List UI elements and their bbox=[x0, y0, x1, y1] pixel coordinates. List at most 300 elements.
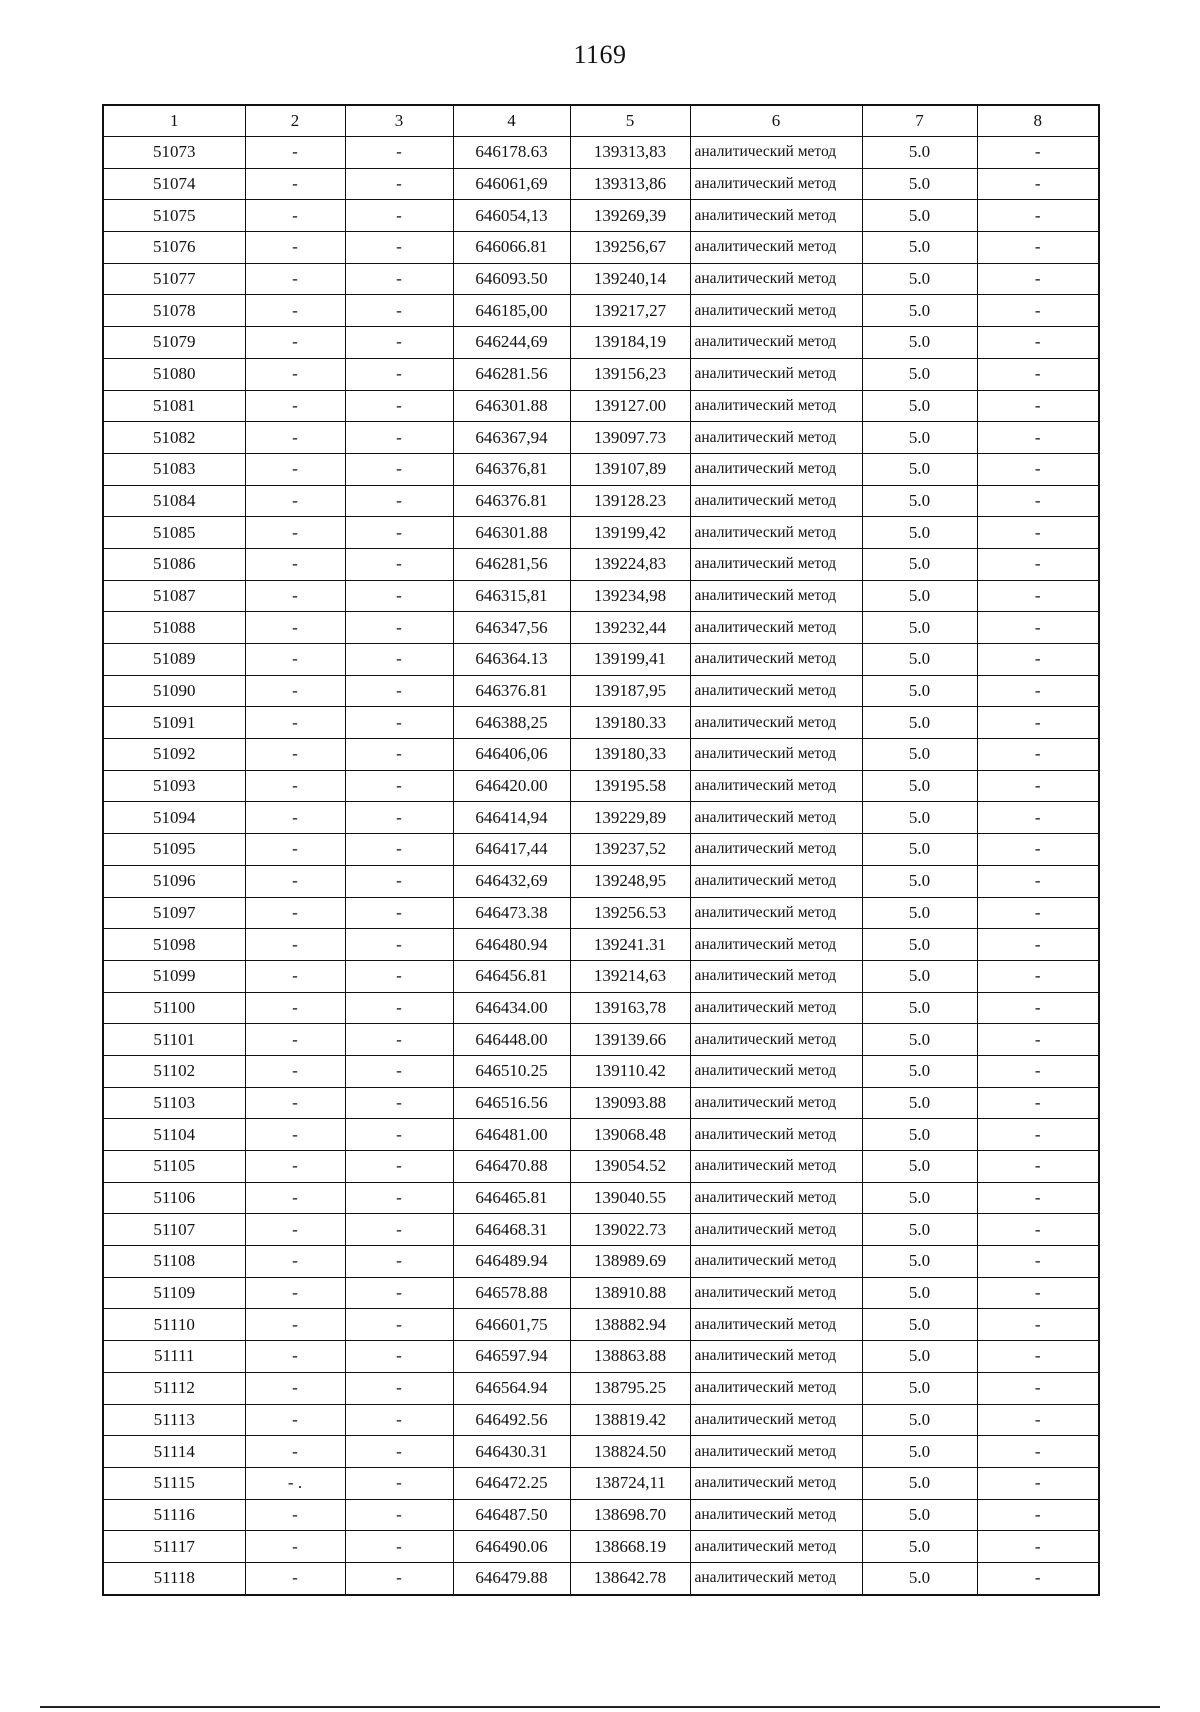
x-coordinate-cell: 646414,94 bbox=[453, 802, 570, 834]
method-cell: аналитический метод bbox=[690, 1055, 862, 1087]
method-cell: аналитический метод bbox=[690, 1499, 862, 1531]
x-coordinate-cell: 646376,81 bbox=[453, 453, 570, 485]
column-8-cell: - bbox=[977, 739, 1099, 771]
column-3-cell: - bbox=[345, 802, 453, 834]
method-cell: аналитический метод bbox=[690, 422, 862, 454]
y-coordinate-cell: 138882.94 bbox=[570, 1309, 690, 1341]
table-row bbox=[103, 453, 1099, 485]
table-row bbox=[103, 263, 1099, 295]
table-row bbox=[103, 1562, 1099, 1594]
column-3-cell: - bbox=[345, 453, 453, 485]
table-row bbox=[103, 548, 1099, 580]
table-row bbox=[103, 422, 1099, 454]
accuracy-cell: 5.0 bbox=[862, 929, 977, 961]
column-3-cell: - bbox=[345, 739, 453, 771]
table-body bbox=[103, 137, 1099, 1595]
column-3-cell: - bbox=[345, 327, 453, 359]
method-cell: аналитический метод bbox=[690, 1277, 862, 1309]
y-coordinate-cell: 138824.50 bbox=[570, 1436, 690, 1468]
y-coordinate-cell: 139232,44 bbox=[570, 612, 690, 644]
table-row bbox=[103, 1372, 1099, 1404]
column-3-cell: - bbox=[345, 548, 453, 580]
y-coordinate-cell: 139127.00 bbox=[570, 390, 690, 422]
column-8-cell: - bbox=[977, 929, 1099, 961]
point-number-cell: 51118 bbox=[103, 1562, 245, 1594]
column-8-cell: - bbox=[977, 232, 1099, 264]
table-row bbox=[103, 137, 1099, 169]
point-number-cell: 51089 bbox=[103, 644, 245, 676]
method-cell: аналитический метод bbox=[690, 232, 862, 264]
accuracy-cell: 5.0 bbox=[862, 1499, 977, 1531]
point-number-cell: 51094 bbox=[103, 802, 245, 834]
y-coordinate-cell: 139199,42 bbox=[570, 517, 690, 549]
column-2-cell: - bbox=[245, 232, 345, 264]
column-8-cell: - bbox=[977, 327, 1099, 359]
point-number-cell: 51088 bbox=[103, 612, 245, 644]
accuracy-cell: 5.0 bbox=[862, 1562, 977, 1594]
column-8-cell: - bbox=[977, 1087, 1099, 1119]
column-2-cell: - bbox=[245, 1246, 345, 1278]
accuracy-cell: 5.0 bbox=[862, 1436, 977, 1468]
point-number-cell: 51101 bbox=[103, 1024, 245, 1056]
y-coordinate-cell: 139199,41 bbox=[570, 644, 690, 676]
accuracy-cell: 5.0 bbox=[862, 453, 977, 485]
accuracy-cell: 5.0 bbox=[862, 580, 977, 612]
accuracy-cell: 5.0 bbox=[862, 295, 977, 327]
point-number-cell: 51105 bbox=[103, 1151, 245, 1183]
column-2-cell: - bbox=[245, 168, 345, 200]
point-number-cell: 51073 bbox=[103, 137, 245, 169]
x-coordinate-cell: 646367,94 bbox=[453, 422, 570, 454]
y-coordinate-cell: 139187,95 bbox=[570, 675, 690, 707]
x-coordinate-cell: 646432,69 bbox=[453, 865, 570, 897]
y-coordinate-cell: 138642.78 bbox=[570, 1562, 690, 1594]
table-row bbox=[103, 485, 1099, 517]
column-8-cell: - bbox=[977, 168, 1099, 200]
accuracy-cell: 5.0 bbox=[862, 1467, 977, 1499]
accuracy-cell: 5.0 bbox=[862, 644, 977, 676]
column-2-cell: - bbox=[245, 1182, 345, 1214]
column-3-cell: - bbox=[345, 1119, 453, 1151]
accuracy-cell: 5.0 bbox=[862, 1087, 977, 1119]
point-number-cell: 51099 bbox=[103, 960, 245, 992]
point-number-cell: 51093 bbox=[103, 770, 245, 802]
column-8-cell: - bbox=[977, 770, 1099, 802]
column-3-cell: - bbox=[345, 707, 453, 739]
column-3-cell: - bbox=[345, 200, 453, 232]
method-cell: аналитический метод bbox=[690, 1467, 862, 1499]
method-cell: аналитический метод bbox=[690, 1182, 862, 1214]
column-3-cell: - bbox=[345, 834, 453, 866]
x-coordinate-cell: 646473.38 bbox=[453, 897, 570, 929]
table-row bbox=[103, 612, 1099, 644]
column-2-cell: - bbox=[245, 1151, 345, 1183]
accuracy-cell: 5.0 bbox=[862, 263, 977, 295]
point-number-cell: 51097 bbox=[103, 897, 245, 929]
column-8-cell: - bbox=[977, 1309, 1099, 1341]
accuracy-cell: 5.0 bbox=[862, 739, 977, 771]
x-coordinate-cell: 646281,56 bbox=[453, 548, 570, 580]
y-coordinate-cell: 139248,95 bbox=[570, 865, 690, 897]
method-cell: аналитический метод bbox=[690, 453, 862, 485]
table-row bbox=[103, 1151, 1099, 1183]
column-8-cell: - bbox=[977, 422, 1099, 454]
y-coordinate-cell: 139180.33 bbox=[570, 707, 690, 739]
y-coordinate-cell: 138668.19 bbox=[570, 1531, 690, 1563]
column-2-cell: - bbox=[245, 865, 345, 897]
x-coordinate-cell: 646448.00 bbox=[453, 1024, 570, 1056]
method-cell: аналитический метод bbox=[690, 770, 862, 802]
column-8-cell: - bbox=[977, 897, 1099, 929]
table-row bbox=[103, 1024, 1099, 1056]
page-number: 1169 bbox=[573, 40, 627, 69]
y-coordinate-cell: 139068.48 bbox=[570, 1119, 690, 1151]
accuracy-cell: 5.0 bbox=[862, 897, 977, 929]
accuracy-cell: 5.0 bbox=[862, 770, 977, 802]
point-number-cell: 51081 bbox=[103, 390, 245, 422]
column-8-cell: - bbox=[977, 1055, 1099, 1087]
y-coordinate-cell: 139110.42 bbox=[570, 1055, 690, 1087]
column-3-cell: - bbox=[345, 865, 453, 897]
point-number-cell: 51116 bbox=[103, 1499, 245, 1531]
accuracy-cell: 5.0 bbox=[862, 1404, 977, 1436]
x-coordinate-cell: 646465.81 bbox=[453, 1182, 570, 1214]
column-3-cell: - bbox=[345, 1404, 453, 1436]
x-coordinate-cell: 646054,13 bbox=[453, 200, 570, 232]
method-cell: аналитический метод bbox=[690, 739, 862, 771]
table-row bbox=[103, 739, 1099, 771]
column-2-cell: - bbox=[245, 644, 345, 676]
column-2-cell: - bbox=[245, 1499, 345, 1531]
method-cell: аналитический метод bbox=[690, 1531, 862, 1563]
method-cell: аналитический метод bbox=[690, 675, 862, 707]
column-8-cell: - bbox=[977, 1151, 1099, 1183]
column-8-cell: - bbox=[977, 1562, 1099, 1594]
method-cell: аналитический метод bbox=[690, 897, 862, 929]
column-3-cell: - bbox=[345, 295, 453, 327]
x-coordinate-cell: 646244,69 bbox=[453, 327, 570, 359]
y-coordinate-cell: 139097.73 bbox=[570, 422, 690, 454]
column-2-cell: - bbox=[245, 1531, 345, 1563]
x-coordinate-cell: 646510.25 bbox=[453, 1055, 570, 1087]
y-coordinate-cell: 138795.25 bbox=[570, 1372, 690, 1404]
column-3-cell: - bbox=[345, 1055, 453, 1087]
point-number-cell: 51079 bbox=[103, 327, 245, 359]
x-coordinate-cell: 646376.81 bbox=[453, 485, 570, 517]
column-2-cell: - bbox=[245, 1214, 345, 1246]
table-row bbox=[103, 1277, 1099, 1309]
method-cell: аналитический метод bbox=[690, 168, 862, 200]
accuracy-cell: 5.0 bbox=[862, 1309, 977, 1341]
method-cell: аналитический метод bbox=[690, 834, 862, 866]
column-8-cell: - bbox=[977, 200, 1099, 232]
column-3-cell: - bbox=[345, 168, 453, 200]
column-3-cell: - bbox=[345, 1182, 453, 1214]
column-2-cell: - bbox=[245, 992, 345, 1024]
point-number-cell: 51113 bbox=[103, 1404, 245, 1436]
table-row bbox=[103, 390, 1099, 422]
column-2-cell: - bbox=[245, 1404, 345, 1436]
x-coordinate-cell: 646516.56 bbox=[453, 1087, 570, 1119]
column-8-cell: - bbox=[977, 517, 1099, 549]
table-row bbox=[103, 960, 1099, 992]
point-number-cell: 51080 bbox=[103, 358, 245, 390]
column-2-cell: - bbox=[245, 453, 345, 485]
column-8-cell: - bbox=[977, 612, 1099, 644]
point-number-cell: 51085 bbox=[103, 517, 245, 549]
y-coordinate-cell: 139229,89 bbox=[570, 802, 690, 834]
method-cell: аналитический метод bbox=[690, 865, 862, 897]
point-number-cell: 51090 bbox=[103, 675, 245, 707]
y-coordinate-cell: 138819.42 bbox=[570, 1404, 690, 1436]
accuracy-cell: 5.0 bbox=[862, 1119, 977, 1151]
column-2-cell: - bbox=[245, 834, 345, 866]
x-coordinate-cell: 646470.88 bbox=[453, 1151, 570, 1183]
point-number-cell: 51104 bbox=[103, 1119, 245, 1151]
column-3-cell: - bbox=[345, 1499, 453, 1531]
table-row bbox=[103, 707, 1099, 739]
table-row bbox=[103, 1246, 1099, 1278]
column-8-cell: - bbox=[977, 453, 1099, 485]
accuracy-cell: 5.0 bbox=[862, 390, 977, 422]
method-cell: аналитический метод bbox=[690, 1309, 862, 1341]
point-number-cell: 51100 bbox=[103, 992, 245, 1024]
column-8-cell: - bbox=[977, 1277, 1099, 1309]
column-8-cell: - bbox=[977, 1341, 1099, 1373]
column-8-cell: - bbox=[977, 1467, 1099, 1499]
column-2-cell: - bbox=[245, 612, 345, 644]
column-8-cell: - bbox=[977, 358, 1099, 390]
column-3-cell: - bbox=[345, 644, 453, 676]
column-3-cell: - bbox=[345, 897, 453, 929]
column-header: 8 bbox=[977, 105, 1099, 137]
x-coordinate-cell: 646376.81 bbox=[453, 675, 570, 707]
column-2-cell: - bbox=[245, 897, 345, 929]
column-2-cell: - bbox=[245, 200, 345, 232]
column-3-cell: - bbox=[345, 485, 453, 517]
method-cell: аналитический метод bbox=[690, 1087, 862, 1119]
point-number-cell: 51092 bbox=[103, 739, 245, 771]
column-2-cell: - bbox=[245, 707, 345, 739]
column-2-cell: - bbox=[245, 770, 345, 802]
y-coordinate-cell: 139156,23 bbox=[570, 358, 690, 390]
accuracy-cell: 5.0 bbox=[862, 612, 977, 644]
table-row bbox=[103, 232, 1099, 264]
table-row bbox=[103, 200, 1099, 232]
table-row bbox=[103, 1499, 1099, 1531]
x-coordinate-cell: 646178.63 bbox=[453, 137, 570, 169]
x-coordinate-cell: 646578.88 bbox=[453, 1277, 570, 1309]
accuracy-cell: 5.0 bbox=[862, 137, 977, 169]
column-8-cell: - bbox=[977, 485, 1099, 517]
column-8-cell: - bbox=[977, 865, 1099, 897]
method-cell: аналитический метод bbox=[690, 358, 862, 390]
accuracy-cell: 5.0 bbox=[862, 422, 977, 454]
accuracy-cell: 5.0 bbox=[862, 1246, 977, 1278]
point-number-cell: 51098 bbox=[103, 929, 245, 961]
accuracy-cell: 5.0 bbox=[862, 485, 977, 517]
x-coordinate-cell: 646597.94 bbox=[453, 1341, 570, 1373]
point-number-cell: 51117 bbox=[103, 1531, 245, 1563]
point-number-cell: 51110 bbox=[103, 1309, 245, 1341]
accuracy-cell: 5.0 bbox=[862, 168, 977, 200]
x-coordinate-cell: 646315,81 bbox=[453, 580, 570, 612]
column-2-cell: - bbox=[245, 580, 345, 612]
y-coordinate-cell: 138863.88 bbox=[570, 1341, 690, 1373]
method-cell: аналитический метод bbox=[690, 1246, 862, 1278]
y-coordinate-cell: 139054.52 bbox=[570, 1151, 690, 1183]
method-cell: аналитический метод bbox=[690, 327, 862, 359]
point-number-cell: 51078 bbox=[103, 295, 245, 327]
y-coordinate-cell: 139040.55 bbox=[570, 1182, 690, 1214]
column-header: 4 bbox=[453, 105, 570, 137]
x-coordinate-cell: 646061,69 bbox=[453, 168, 570, 200]
column-3-cell: - bbox=[345, 992, 453, 1024]
column-3-cell: - bbox=[345, 137, 453, 169]
column-3-cell: - bbox=[345, 1562, 453, 1594]
column-2-cell: - bbox=[245, 137, 345, 169]
table-row bbox=[103, 1404, 1099, 1436]
x-coordinate-cell: 646479.88 bbox=[453, 1562, 570, 1594]
column-2-cell: - bbox=[245, 1277, 345, 1309]
y-coordinate-cell: 138698.70 bbox=[570, 1499, 690, 1531]
table-row bbox=[103, 865, 1099, 897]
method-cell: аналитический метод bbox=[690, 644, 862, 676]
table-row bbox=[103, 1214, 1099, 1246]
table-row bbox=[103, 929, 1099, 961]
column-8-cell: - bbox=[977, 295, 1099, 327]
column-8-cell: - bbox=[977, 1372, 1099, 1404]
column-3-cell: - bbox=[345, 1309, 453, 1341]
y-coordinate-cell: 138910.88 bbox=[570, 1277, 690, 1309]
method-cell: аналитический метод bbox=[690, 517, 862, 549]
y-coordinate-cell: 139313,83 bbox=[570, 137, 690, 169]
point-number-cell: 51114 bbox=[103, 1436, 245, 1468]
column-2-cell: - bbox=[245, 548, 345, 580]
column-2-cell: - bbox=[245, 1341, 345, 1373]
coordinates-table bbox=[102, 104, 1100, 1596]
method-cell: аналитический метод bbox=[690, 1024, 862, 1056]
table-header-row bbox=[103, 105, 1099, 137]
x-coordinate-cell: 646185,00 bbox=[453, 295, 570, 327]
method-cell: аналитический метод bbox=[690, 1562, 862, 1594]
column-header: 2 bbox=[245, 105, 345, 137]
method-cell: аналитический метод bbox=[690, 295, 862, 327]
column-3-cell: - bbox=[345, 1531, 453, 1563]
column-2-cell: - bbox=[245, 485, 345, 517]
method-cell: аналитический метод bbox=[690, 802, 862, 834]
method-cell: аналитический метод bbox=[690, 263, 862, 295]
table-row bbox=[103, 770, 1099, 802]
point-number-cell: 51112 bbox=[103, 1372, 245, 1404]
accuracy-cell: 5.0 bbox=[862, 960, 977, 992]
table-row bbox=[103, 897, 1099, 929]
accuracy-cell: 5.0 bbox=[862, 1055, 977, 1087]
column-3-cell: - bbox=[345, 960, 453, 992]
x-coordinate-cell: 646489.94 bbox=[453, 1246, 570, 1278]
table-row bbox=[103, 675, 1099, 707]
x-coordinate-cell: 646093.50 bbox=[453, 263, 570, 295]
column-3-cell: - bbox=[345, 929, 453, 961]
method-cell: аналитический метод bbox=[690, 1214, 862, 1246]
column-2-cell: - bbox=[245, 960, 345, 992]
table-row bbox=[103, 644, 1099, 676]
point-number-cell: 51077 bbox=[103, 263, 245, 295]
column-3-cell: - bbox=[345, 1341, 453, 1373]
column-8-cell: - bbox=[977, 1119, 1099, 1151]
x-coordinate-cell: 646564.94 bbox=[453, 1372, 570, 1404]
point-number-cell: 51076 bbox=[103, 232, 245, 264]
column-8-cell: - bbox=[977, 580, 1099, 612]
column-8-cell: - bbox=[977, 1182, 1099, 1214]
table-row bbox=[103, 1531, 1099, 1563]
point-number-cell: 51109 bbox=[103, 1277, 245, 1309]
table-row bbox=[103, 992, 1099, 1024]
column-3-cell: - bbox=[345, 1372, 453, 1404]
column-3-cell: - bbox=[345, 1024, 453, 1056]
x-coordinate-cell: 646490.06 bbox=[453, 1531, 570, 1563]
column-8-cell: - bbox=[977, 675, 1099, 707]
column-8-cell: - bbox=[977, 1531, 1099, 1563]
accuracy-cell: 5.0 bbox=[862, 802, 977, 834]
column-2-cell: - bbox=[245, 802, 345, 834]
table-row bbox=[103, 1055, 1099, 1087]
column-3-cell: - bbox=[345, 232, 453, 264]
column-8-cell: - bbox=[977, 263, 1099, 295]
y-coordinate-cell: 139224,83 bbox=[570, 548, 690, 580]
accuracy-cell: 5.0 bbox=[862, 1214, 977, 1246]
x-coordinate-cell: 646301.88 bbox=[453, 390, 570, 422]
column-2-cell: - bbox=[245, 675, 345, 707]
y-coordinate-cell: 139217,27 bbox=[570, 295, 690, 327]
column-8-cell: - bbox=[977, 390, 1099, 422]
bottom-rule bbox=[40, 1706, 1160, 1708]
method-cell: аналитический метод bbox=[690, 1436, 862, 1468]
column-2-cell: - bbox=[245, 422, 345, 454]
x-coordinate-cell: 646492.56 bbox=[453, 1404, 570, 1436]
column-3-cell: - bbox=[345, 390, 453, 422]
column-3-cell: - bbox=[345, 422, 453, 454]
accuracy-cell: 5.0 bbox=[862, 232, 977, 264]
column-8-cell: - bbox=[977, 992, 1099, 1024]
column-3-cell: - bbox=[345, 770, 453, 802]
y-coordinate-cell: 139163,78 bbox=[570, 992, 690, 1024]
y-coordinate-cell: 139139.66 bbox=[570, 1024, 690, 1056]
column-header: 7 bbox=[862, 105, 977, 137]
column-8-cell: - bbox=[977, 834, 1099, 866]
y-coordinate-cell: 138989.69 bbox=[570, 1246, 690, 1278]
method-cell: аналитический метод bbox=[690, 992, 862, 1024]
accuracy-cell: 5.0 bbox=[862, 1182, 977, 1214]
y-coordinate-cell: 139240,14 bbox=[570, 263, 690, 295]
column-8-cell: - bbox=[977, 1436, 1099, 1468]
table-row bbox=[103, 358, 1099, 390]
x-coordinate-cell: 646480.94 bbox=[453, 929, 570, 961]
method-cell: аналитический метод bbox=[690, 548, 862, 580]
accuracy-cell: 5.0 bbox=[862, 1372, 977, 1404]
point-number-cell: 51111 bbox=[103, 1341, 245, 1373]
x-coordinate-cell: 646468.31 bbox=[453, 1214, 570, 1246]
column-3-cell: - bbox=[345, 1087, 453, 1119]
column-8-cell: - bbox=[977, 1404, 1099, 1436]
y-coordinate-cell: 139237,52 bbox=[570, 834, 690, 866]
method-cell: аналитический метод bbox=[690, 1151, 862, 1183]
accuracy-cell: 5.0 bbox=[862, 707, 977, 739]
column-3-cell: - bbox=[345, 612, 453, 644]
column-3-cell: - bbox=[345, 580, 453, 612]
column-2-cell: - bbox=[245, 1436, 345, 1468]
table-row bbox=[103, 1182, 1099, 1214]
